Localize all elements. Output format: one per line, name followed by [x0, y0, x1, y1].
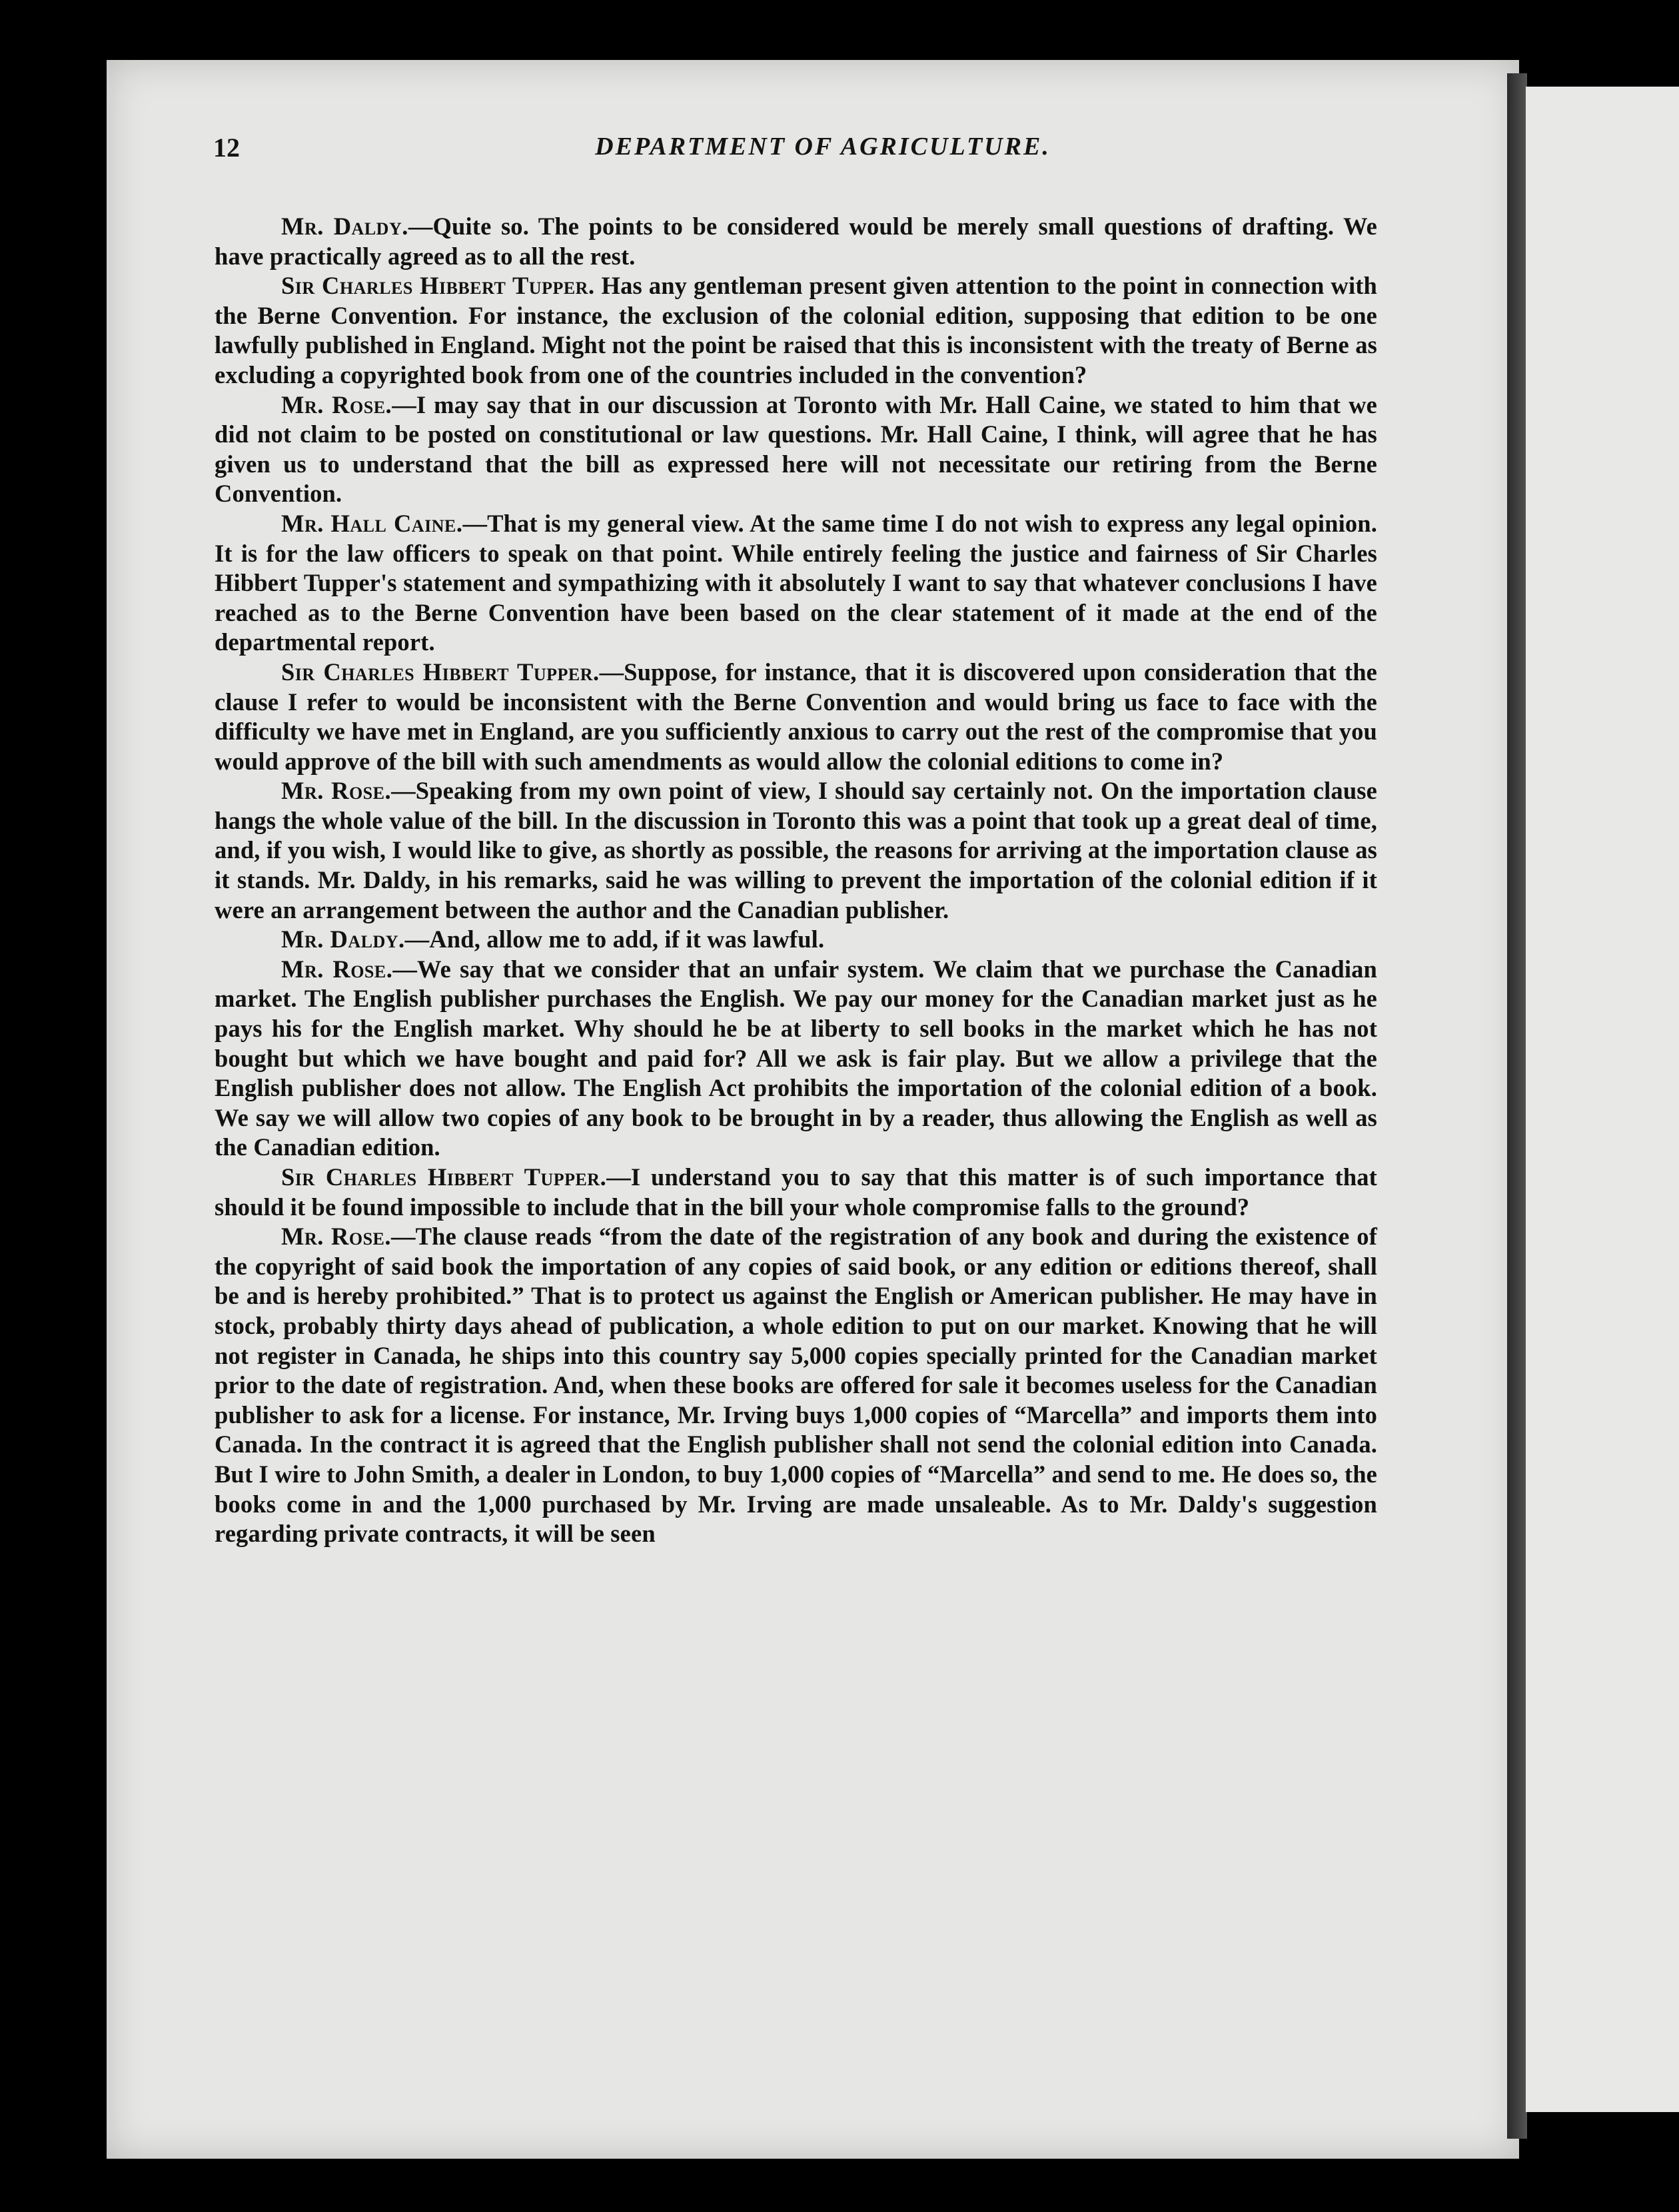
speaker-name: Mr. Rose. [281, 777, 392, 805]
paragraph [215, 212, 1377, 271]
paragraph-text: —Quite so. The points to be considered would be merely small questions of drafting. We have practically agreed as to all the rest. [215, 213, 1377, 270]
paragraph-text: —I understand you to say that this matter is of such importance that should it be found impossible to include that in the bill your whole compromise falls to the ground? [215, 1163, 1377, 1221]
paragraph-text: Has any gentleman present given attention to the point in connection with the Berne Convention. For instance, the exclusion of the colonial edition, supposing that edition to be one lawfully published in England. Might not the point be raised that this is inconsistent with the treaty of Berne as excluding a copyrighted book from one of the countries included in the convention? [215, 272, 1377, 388]
paragraph-text: —I may say that in our discussion at Toronto with Mr. Hall Caine, we stated to him that we did not claim to be posted on constitutional or law questions. Mr. Hall Caine, I think, will agree that he has given us to understand that the bill as expressed here will not necessitate our retiring from the Berne Convention. [215, 390, 1377, 508]
speaker-name: Mr. Rose. [281, 955, 393, 983]
paragraph-text: —And, allow me to add, if it was lawful. [404, 925, 825, 953]
paragraph [215, 271, 1377, 390]
speaker-name: Mr. Rose. [281, 390, 392, 418]
facing-page-edge [1526, 87, 1679, 2112]
paragraph [215, 955, 1377, 1163]
paragraph [215, 658, 1377, 776]
paragraph [215, 1163, 1377, 1222]
speaker-name: Mr. Hall Caine. [281, 509, 463, 537]
running-title: DEPARTMENT OF AGRICULTURE. [595, 133, 1051, 161]
paragraph [215, 776, 1377, 925]
paragraph-text: —That is my general view. At the same time I do not wish to express any legal opinion. It is for the law officers to speak on that point. While entirely feeling the justice and fairness of Sir Charles Hibbert Tupper's statement and sympathizing with it absolutely I want to say that whatever conclusions I have reached as to the Berne Convention have been based on the clear statement of it made at the end of the departmental report. [215, 509, 1378, 656]
speaker-name: Sir Charles Hibbert Tupper. [281, 272, 595, 300]
page-number: 12 [213, 133, 240, 163]
speaker-name: Mr. Daldy. [281, 213, 408, 240]
page-header [213, 132, 1432, 172]
speaker-name: Mr. Rose. [281, 1223, 392, 1251]
speaker-name: Sir Charles Hibbert Tupper. [281, 658, 600, 686]
body-text [215, 212, 1377, 1549]
paragraph [215, 509, 1377, 658]
paragraph [215, 390, 1377, 509]
speaker-name: Sir Charles Hibbert Tupper. [281, 1163, 607, 1191]
paragraph [215, 925, 1377, 955]
paragraph [215, 1222, 1377, 1549]
paragraph-text: —We say that we consider that an unfair system. We claim that we purchase the Canadian market. The English publisher purchases the English. We pay our money for the Canadian market just as he pays his for the English market. Why should he be at liberty to sell books in the market which he has not bought but which we have bought and paid for? All we ask is fair play. But we allow a privilege that the English publisher does not allow. The English Act prohibits the importation of the colonial edition of a book. We say we will allow two copies of any book to be brought in by a reader, thus allowing the English as well as the Canadian edition. [215, 955, 1377, 1161]
speaker-name: Mr. Daldy. [281, 925, 405, 953]
paragraph-text: —Speaking from my own point of view, I should say certainly not. On the importation clause hangs the whole value of the bill. In the discussion in Toronto this was a point that took up a great deal of time, and, if you wish, I would like to give, as shortly as possible, the reasons for arriving at the importation clause as it stands. Mr. Daldy, in his remarks, said he was willing to prevent the importation of the colonial edition if it were an arrangement between the author and the Canadian publisher. [215, 777, 1377, 923]
paragraph-text: —Suppose, for instance, that it is discovered upon consideration that the clause I refer to would be inconsistent with the Berne Convention and would bring us face to face with the difficulty we have met in England, are you sufficiently anxious to carry out the rest of the compromise that you would approve of the bill with such amendments as would allow the colonial editions to come in? [215, 658, 1377, 775]
paragraph-text: —The clause reads “from the date of the registration of any book and during the existence of the copyright of said book the importation of any copies of said book, or any edition or editions thereof, shall be and is hereby prohibited.” That is to protect us against the English or American publisher. He may have in stock, probably thirty days ahead of publication, a whole edition to put on our market. Knowing that he will not register in Canada, he ships into this country say 5,000 copies specially printed for the Canadian market prior to the date of registration. And, when these books are offered for sale it becomes useless for the Canadian publisher to ask for a license. For instance, Mr. Irving buys 1,000 copies of “Marcella” and imports them into Canada. In the contract it is agreed that the English publisher shall not send the colonial edition into Canada. But I wire to John Smith, a dealer in London, to buy 1,000 copies of “Marcella” and send to me. He does so, the books come in and the 1,000 purchased by Mr. Irving are made unsaleable. As to Mr. Daldy's suggestion regarding private contracts, it will be seen [215, 1223, 1377, 1548]
gutter-shadow [1507, 73, 1527, 2139]
